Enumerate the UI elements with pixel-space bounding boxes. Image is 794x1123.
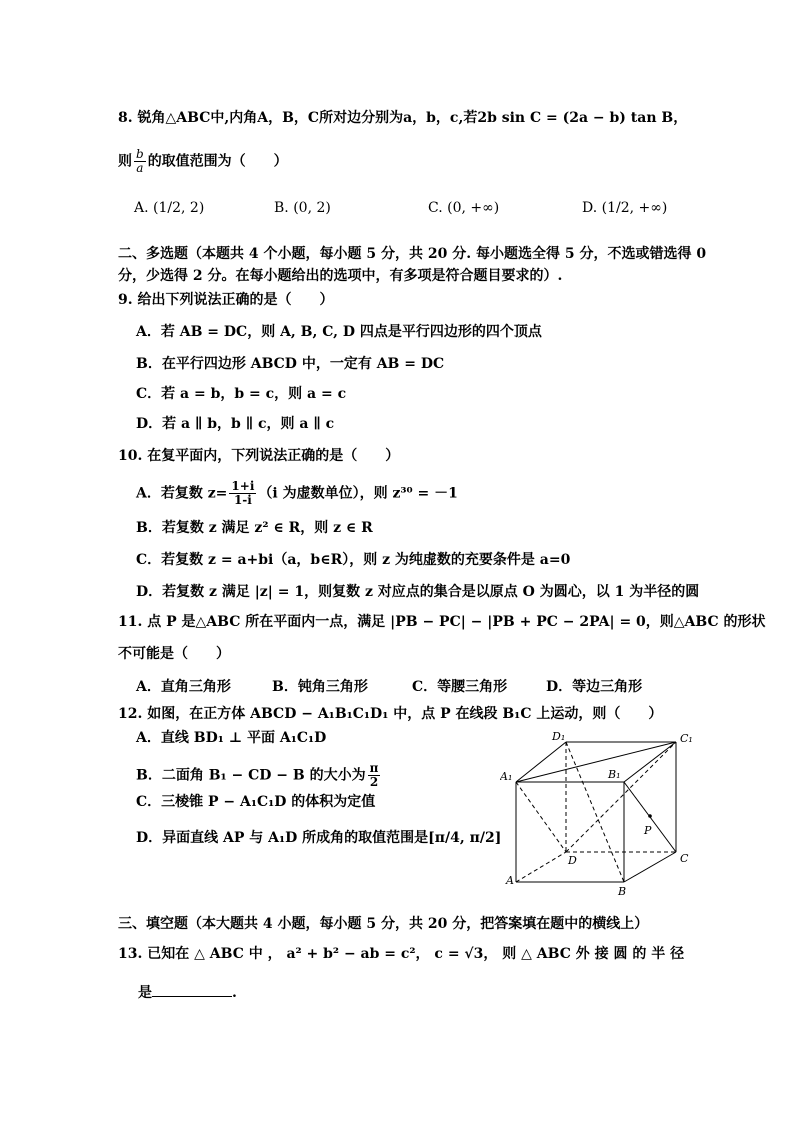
label-b: B [618,885,627,898]
q8-option-c-label: C. [428,200,443,216]
section2-line1: 二、多选题（本题共 4 个小题，每小题 5 分，共 20 分. 每小题选全得 5 分，不选或错选得 0 [118,246,707,262]
q10-stem: 10. 在复平面内，下列说法正确的是（ ） [118,448,400,464]
q10-a-suffix: （i 为虚数单位），则 z³⁰ = －1 [258,485,458,502]
q8-option-a-label: A. [134,200,149,216]
q11-stem-line1: 11. 点 P 是△ABC 所在平面内一点，满足 |PB − PC| − |PB + PC − 2PA| = 0，则△ABC 的形状 [118,614,766,630]
q8-option-a-text: (1/2, 2) [153,200,205,216]
q8-option-c-text: (0, +∞) [447,200,500,216]
q8-stem-line2 [118,148,288,175]
q10-a-fraction [229,480,256,507]
q10-a-num: 1+i [231,479,255,493]
q8-option-b-text: (0, 2) [293,200,331,216]
label-b1: B₁ [608,768,621,781]
q13-stem-line1: 13. 已知在 △ ABC 中 ， a² + b² − ab = c²， c = √3， 则 △ ABC 外 接 圆 的 半 径 [118,946,685,962]
q9-option-c: C．若 a = b，b = c，则 a = c [136,386,347,402]
q8-option-b [274,200,331,216]
label-a1: A₁ [500,770,513,783]
label-d1: D₁ [552,730,566,743]
q11-option-c: C．等腰三角形 [412,679,508,695]
q8-stem-line1: 8. 锐角△ABC中,内角A，B，C所对边分别为a，b，c,若2b sin C = (2a − b) tan B， [118,110,688,126]
q11-option-b: B．钝角三角形 [272,679,368,695]
q9-option-b: B．在平行四边形 ABCD 中，一定有 AB = DC [136,356,445,372]
q12-b-fraction [368,762,381,789]
q9-stem: 9. 给出下列说法正确的是（ ） [118,292,334,308]
q8-fraction [134,148,146,175]
section3-heading: 三、填空题（本大题共 4 小题，每小题 5 分，共 20 分，把答案填在题中的横线上） [118,916,649,932]
q8-option-a [134,200,204,216]
q9-option-a: A．若 AB = DC，则 A, B, C, D 四点是平行四边形的四个顶点 [136,324,542,340]
label-a: A [506,874,514,887]
q11-option-d: D．等边三角形 [546,679,643,695]
section2-line2: 分，少选得 2 分。在每小题给出的选项中，有多项是符合题目要求的）. [118,268,563,284]
q12-option-a: A．直线 BD₁ ⊥ 平面 A₁C₁D [136,730,327,746]
q13-answer-blank[interactable] [152,982,232,997]
q10-option-a [136,480,458,507]
label-c: C [680,852,689,865]
label-p: P [644,824,652,837]
q8-option-c [428,200,499,216]
q13-prefix: 是 [138,985,152,1001]
q10-a-prefix: A．若复数 z= [136,485,228,502]
q10-option-d: D．若复数 z 满足 |z| = 1，则复数 z 对应点的集合是以原点 O 为圆心，以 1 为半径的圆 [136,584,700,600]
q10-option-b: B．若复数 z 满足 z² ∈ R，则 z ∈ R [136,520,373,536]
label-d: D [568,854,577,867]
q12-d-prefix: D．异面直线 AP 与 A₁D 所成角的取值范围是 [136,830,429,846]
q12-option-d [136,828,501,848]
edge-bc [624,852,676,882]
q8-prefix: 则 [118,153,132,170]
cube-figure [500,728,700,898]
point-p [648,814,652,818]
q8-frac-den: a [136,161,144,175]
q12-d-range: [π/4, π/2] [428,830,502,846]
q11-stem-line2: 不可能是（ ） [118,646,230,662]
q8-frac-num: b [136,147,144,161]
q12-b-den: 2 [369,775,379,789]
q12-b-prefix: B．二面角 B₁ − CD − B 的大小为 [136,767,366,784]
q11-option-a: A．直角三角形 [136,679,231,695]
label-c1: C₁ [680,732,693,745]
q8-option-b-label: B. [274,200,289,216]
diag-dc1 [566,742,676,852]
q8-option-d [582,200,667,216]
q12-option-b [136,762,382,789]
edge-ad [516,852,566,882]
q10-option-c: C．若复数 z = a+bi（a，b∈R），则 z 为纯虚数的充要条件是 a=0 [136,552,571,568]
q9-option-d: D．若 a ∥ b，b ∥ c，则 a ∥ c [136,416,335,432]
q8-suffix: 的取值范围为（ ） [147,153,288,170]
q12-b-num: π [369,761,379,775]
diag-a1c1 [516,742,676,782]
q8-option-d-text: (1/2, +∞) [601,200,668,216]
q12-option-c: C．三棱锥 P − A₁C₁D 的体积为定值 [136,794,376,810]
diag-a1d [516,782,566,852]
q13-stem-line2: 是 . [138,982,237,1003]
q10-a-den: 1-i [233,493,252,507]
q8-option-d-label: D. [582,200,598,216]
q12-stem: 12. 如图，在正方体 ABCD − A₁B₁C₁D₁ 中，点 P 在线段 B₁C 上运动，则（ ） [118,706,663,722]
